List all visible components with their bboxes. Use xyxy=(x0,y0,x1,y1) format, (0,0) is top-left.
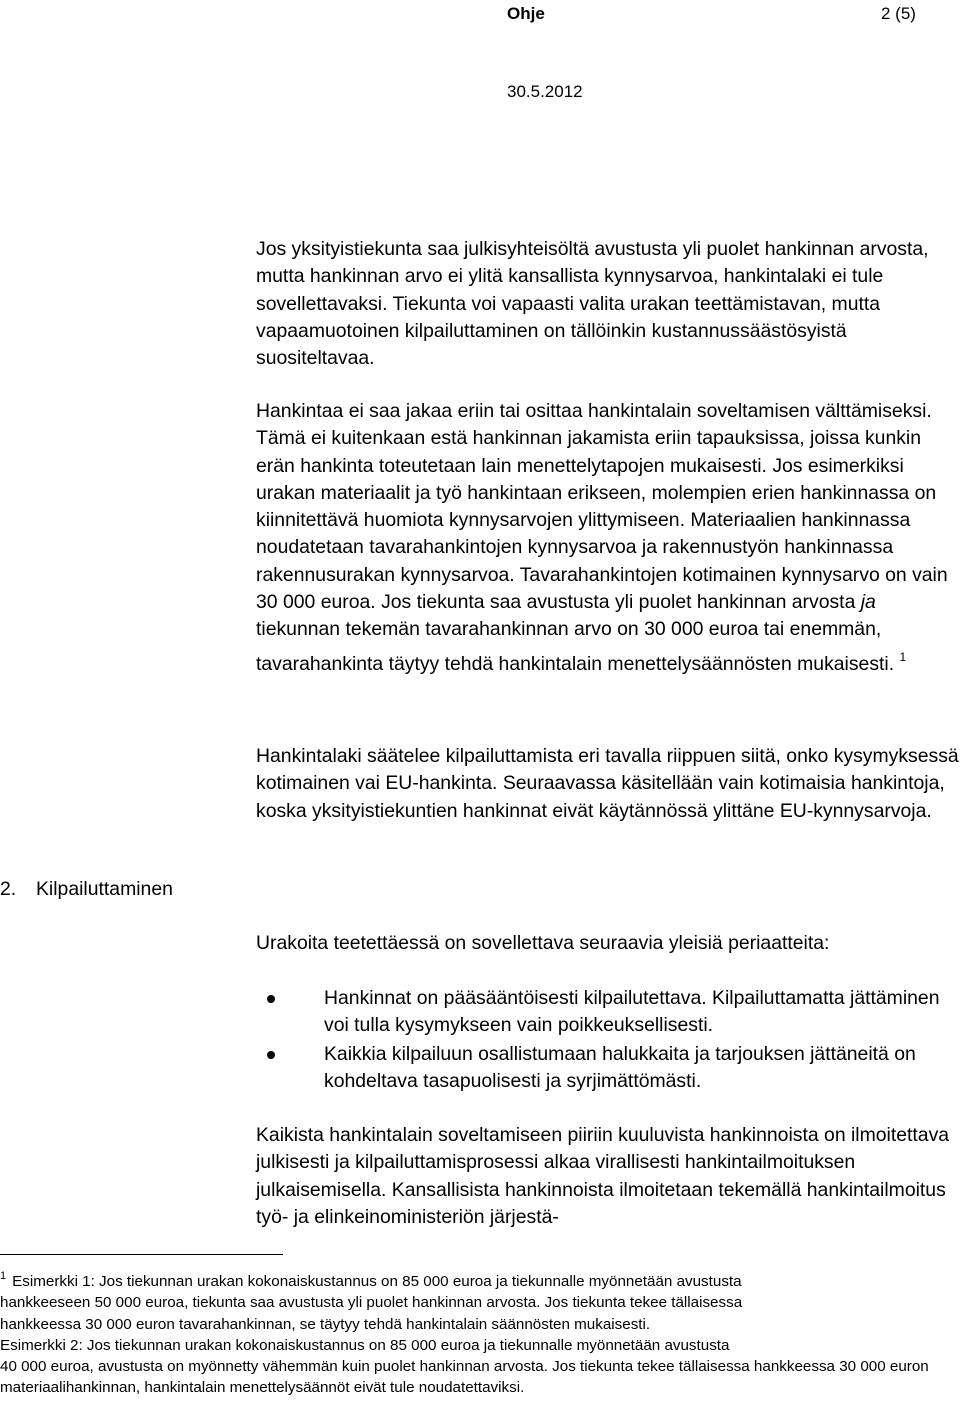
section-title: Kilpailuttaminen xyxy=(36,878,173,900)
paragraph-public-notice: Kaikista hankintalain soveltamiseen piiriin kuuluvista hankinnoista on ilmoitettava julkisesti ja kilpailuttamisprosessi alkaa virallisesti hankintailmoituksen julkaisemisella. Kansallisista hankinnoista ilmoitetaan tekemällä hankintailmoitus työ- ja elinkeinoministeriön järjestä- xyxy=(256,1124,950,1228)
emphasis-text: ja xyxy=(860,591,876,614)
footnote-divider xyxy=(0,1254,283,1255)
page-number: 2 (5) xyxy=(881,4,916,23)
footnote-mark: 1 xyxy=(0,1270,7,1282)
footnote-text: Esimerkki 1: Jos tiekunnan urakan kokonaiskustannus on 85 000 euroa ja tiekunnalle myönnetään avustusta xyxy=(12,1273,742,1290)
document-type: Ohje xyxy=(507,4,545,23)
footnote xyxy=(0,1266,960,1399)
section-heading xyxy=(0,876,173,903)
paragraph-text: tiekunnan tekemän tavarahankinnan arvo on 30 000 euroa tai enemmän, tavarahankinta täytyy tehdä hankintalain menettelysäännösten mukaisesti. xyxy=(256,618,895,675)
footnote-line: 40 000 euroa, avustusta on myönnetty vähemmän kuin puolet hankinnan arvosta. Jos tiekunta tekee tällaisessa hankkeessa 30 000 euron materiaalihankinnan, hankintalain menettelysäännöt eivät tule noudatettaviksi. xyxy=(0,1358,929,1397)
bullet-icon xyxy=(267,1051,275,1059)
document-date: 30.5.2012 xyxy=(507,82,583,101)
list-item-text: Kaikkia kilpailuun osallistumaan halukkaita ja tarjouksen jättäneitä on kohdeltava tasapuolisesti ja syrjimättömästi. xyxy=(324,1042,916,1092)
paragraph-splitting-procurement xyxy=(256,398,960,678)
section-number: 2. xyxy=(0,878,17,900)
footnote-line: Esimerkki 2: Jos tiekunnan urakan kokonaiskustannus on 85 000 euroa ja tiekunnalle myönnetään avustusta xyxy=(0,1336,730,1354)
footnote-reference[interactable]: 1 xyxy=(899,649,907,664)
footnote-line: hankkeessa 30 000 euron tavarahankinnan, se täytyy tehdä hankintalain säännösten mukaisesti. xyxy=(0,1315,651,1333)
footnote-line xyxy=(0,1266,960,1292)
paragraph-domestic-vs-eu: Hankintalaki säätelee kilpailuttamista eri tavalla riippuen siitä, onko kysymyksessä kotimainen vai EU-hankinta. Seuraavassa käsitellään vain kotimaisia hankintoja, koska yksityistiekuntien hankinnat eivät käytännössä ylittäne EU-kynnysarvoja. xyxy=(256,745,959,822)
paragraph-threshold-not-exceeded: Jos yksityistiekunta saa julkisyhteisöltä avustusta yli puolet hankinnan arvosta, mutta hankinnan arvo ei ylitä kansallista kynnysarvoa, hankintalaki ei tule sovellettavaksi. Tiekunta voi vapaasti valita urakan teettämistavan, mutta vapaamuotoinen kilpailuttaminen on tällöinkin kustannussäästösyistä suositeltavaa. xyxy=(256,238,929,370)
paragraph-text: Hankintaa ei saa jakaa eriin tai osittaa hankintalain soveltamisen välttämiseksi. Tämä ei kuitenkaan estä hankinnan jakamista eriin tapauksissa, joissa kunkin erän hankinta toteutetaan lain menettelytapojen mukaisesti. Jos esimerkiksi urakan materiaalit ja työ hankintaan erikseen, molempien erien hankinnassa on kiinnitettävä huomiota kynnysarvojen ylittymiseen. Materiaalien hankinnassa noudatetaan tavarahankintojen kynnysarvoa ja rakennustyön hankinnassa rakennusurakan kynnysarvoa. Tavarahankintojen kotimainen kynnysarvo on vain 30 000 euroa. Jos tiekunta saa avustusta yli puolet hankinnan arvosta xyxy=(256,400,948,614)
principles-list xyxy=(256,985,960,1096)
list-item-text: Hankinnat on pääsääntöisesti kilpailutettava. Kilpailuttamatta jättäminen voi tulla kysymykseen vain poikkeuksellisesti. xyxy=(324,987,940,1037)
list-item xyxy=(256,985,960,1040)
footnote-line: hankkeeseen 50 000 euroa, tiekunta saa avustusta yli puolet hankinnan arvosta. Jos tiekunta tekee tällaisessa xyxy=(0,1294,743,1312)
bullet-icon xyxy=(267,995,275,1003)
list-item xyxy=(256,1041,960,1096)
paragraph-principles-intro: Urakoita teetettäessä on sovellettava seuraavia yleisiä periaatteita: xyxy=(256,932,830,954)
